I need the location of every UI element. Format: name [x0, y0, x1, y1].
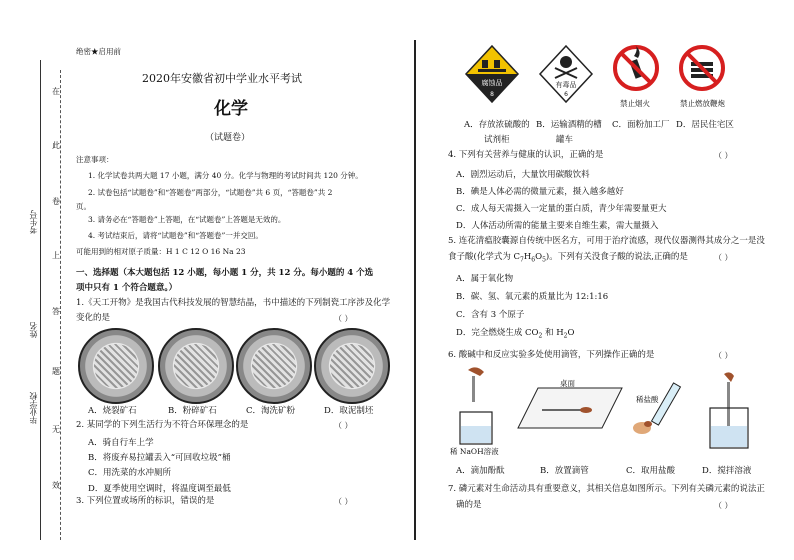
q5-option-d [456, 326, 574, 340]
q2-option-b: B．将废弃易拉罐丢入“可回收垃圾”桶 [88, 453, 231, 463]
q2-option-a: A．骑自行车上学 [88, 438, 154, 448]
answer-paren: （ ） [714, 151, 733, 160]
q1-option-b: B．粉碎矿石 [168, 406, 217, 416]
q3-option-b-line2: 罐车 [556, 135, 574, 145]
question-1-stem: 1.《天工开物》是我国古代科技发展的智慧结晶，书中描述的下列制瓷工序涉及化学 [76, 298, 391, 308]
question-7-stem-2: 确的是 [456, 500, 482, 510]
subject-title: 化学 [214, 99, 248, 119]
margin-char: 在 [52, 87, 60, 96]
subscript: 2 [538, 332, 543, 340]
notes-heading: 注意事项： [76, 155, 114, 164]
margin-char: 效 [52, 481, 60, 490]
formula-text: D．完全燃烧生成 CO [456, 328, 539, 338]
q6-option-a: A．滴加酚酞 [456, 466, 505, 476]
formula-text: 和 H [542, 328, 564, 338]
subscript: 2 [563, 332, 568, 340]
formula-text: H [523, 252, 532, 262]
sign-number-corrosive: 8 [490, 91, 494, 98]
answer-paren: （ ） [714, 501, 733, 510]
binding-line [40, 60, 41, 540]
illustration-place-dropper [516, 384, 624, 432]
note-item: 页。 [76, 202, 91, 211]
q3-option-a-line2: 试剂柜 [484, 135, 510, 145]
note-item: 2. 试卷包括“试题卷”和“答题卷”两部分，“试题卷”共 6 页，“答题卷”共 2 [88, 188, 333, 197]
section-heading: 一、选择题（本大题包括 12 小题，每小题 1 分，共 12 分。每小题的 4 个选 [76, 268, 374, 278]
answer-paren: （ ） [334, 421, 353, 430]
question-6-stem: 6. 酸碱中和反应实验多处使用滴管，下列操作正确的是 [448, 350, 655, 360]
q5-option-c: C．含有 3 个原子 [456, 310, 525, 320]
q3-option-d: D．居民住宅区 [676, 120, 734, 130]
paper-type: （试题卷） [205, 133, 251, 143]
illustration-clay-shaping [314, 328, 390, 404]
q1-option-d: D．取泥制坯 [324, 406, 374, 416]
margin-char: 上 [52, 251, 60, 260]
margin-char: 答 [52, 307, 60, 316]
q6-option-c: C．取用盐酸 [626, 466, 676, 476]
q5-option-b: B．碳、氢、氧元素的质量比为 12:1:16 [456, 292, 609, 302]
exam-title: 2020年安徽省初中学业水平考试 [142, 72, 302, 85]
q3-option-b: B．运输酒精的槽 [536, 120, 602, 130]
answer-paren: （ ） [714, 253, 733, 262]
q4-option-a: A．剧烈运动后，大量饮用碳酸饮料 [456, 170, 590, 180]
illustration-take-acid [628, 380, 698, 440]
q3-option-c: C．面粉加工厂 [612, 120, 670, 130]
answer-paren: （ ） [334, 497, 353, 506]
subscript: 6 [531, 256, 536, 264]
q2-option-d: D．夏季使用空调时，将温度调至最低 [88, 484, 231, 494]
margin-char: 无 [52, 425, 60, 434]
margin-char: 题 [52, 367, 60, 376]
illustration-washing-ore [236, 328, 312, 404]
illustration-add-phenolphthalein [454, 364, 514, 450]
q1-option-a: A．烧裂矿石 [88, 406, 137, 416]
note-item: 1. 化学试卷共两大题 17 小题，满分 40 分。化学与物理的考试时间共 120 分钟。 [88, 171, 363, 180]
q4-option-c: C．成人每天需摄入一定量的蛋白质，青少年需要量更大 [456, 204, 667, 214]
illustration-stir-solution [704, 372, 754, 452]
label-dilute-hcl: 稀盐酸 [636, 395, 659, 404]
subscript: 7 [520, 256, 524, 264]
formula-text: )。下列有关没食子酸的说法,正确的是 [545, 252, 688, 262]
sign-label-toxic: 有毒品 [555, 81, 577, 89]
q5-option-a: A．属于氧化物 [456, 274, 514, 284]
formula-text: 食子酸(化学式为 C [448, 252, 521, 262]
margin-char: 此 [52, 141, 60, 150]
q4-option-d: D．人体活动所需的能量主要来自维生素，需大量摄入 [456, 221, 659, 231]
margin-char: 卷 [52, 197, 60, 206]
sign-label-corrosive: 腐蚀品 [481, 79, 503, 87]
question-4-stem: 4. 下列有关营养与健康的认识，正确的是 [448, 150, 604, 160]
atomic-mass: 可能用到的相对原子质量：H 1 C 12 O 16 Na 23 [76, 247, 246, 256]
sign-number-toxic: 6 [564, 91, 568, 98]
secret-mark: 绝密★启用前 [76, 47, 121, 56]
sign-label-no-firecrackers: 禁止燃放鞭炮 [680, 99, 725, 108]
q4-option-b: B．碘是人体必需的微量元素，摄入越多越好 [456, 187, 624, 197]
note-item: 3. 请务必在“答题卷”上答题，在“试题卷”上答题是无效的。 [88, 215, 286, 224]
question-3-stem: 3. 下列位置或场所的标识，错误的是 [76, 496, 215, 506]
q6-option-b: B．放置滴管 [540, 466, 589, 476]
note-item: 4. 考试结束后，请将“试题卷”和“答题卷”一并交回。 [88, 231, 263, 240]
formula-text: O [535, 252, 543, 262]
sign-corrosive [464, 44, 520, 104]
label-tabletop: 桌面 [560, 379, 575, 388]
column-divider [414, 40, 416, 540]
label-naoh-solution: 稀 NaOH溶液 [450, 447, 499, 456]
q1-option-c: C．淘洗矿粉 [246, 406, 296, 416]
q6-option-d: D．搅拌溶液 [702, 466, 752, 476]
q3-option-a: A．存放浓硫酸的 [464, 120, 530, 130]
sign-no-fire [612, 44, 660, 92]
question-5-stem: 5. 连花清瘟胶囊源自传统中医名方，可用于治疗流感，现代仪器测得其成分之一是没 [448, 236, 765, 246]
illustration-grinding-ore [158, 328, 234, 404]
formula-text: O [567, 328, 575, 338]
question-2-stem: 2. 某同学的下列生活行为不符合环保理念的是 [76, 420, 249, 430]
section-heading-2: 项中只有 1 个符合题意。） [76, 283, 178, 293]
q2-option-c: C．用洗菜的水冲厕所 [88, 468, 172, 478]
question-1-stem-2: 变化的是 [76, 313, 111, 323]
illustration-crushing-ore [78, 328, 154, 404]
question-5-stem-2 [448, 252, 688, 266]
label-exam-number: 考生号 [29, 210, 38, 234]
sign-no-firecrackers [678, 44, 726, 92]
label-name: 姓名 [29, 322, 38, 338]
label-school: 毕业学校 [29, 392, 38, 424]
seal-line [60, 70, 61, 540]
answer-paren: （ ） [334, 314, 353, 323]
answer-paren: （ ） [714, 351, 733, 360]
subscript: 5 [542, 256, 546, 264]
sign-toxic [538, 44, 594, 104]
sign-label-no-fire: 禁止烟火 [620, 99, 650, 108]
question-7-stem: 7. 磷元素对生命活动具有重要意义，其相关信息如图所示。下列有关磷元素的说法正 [448, 484, 765, 494]
